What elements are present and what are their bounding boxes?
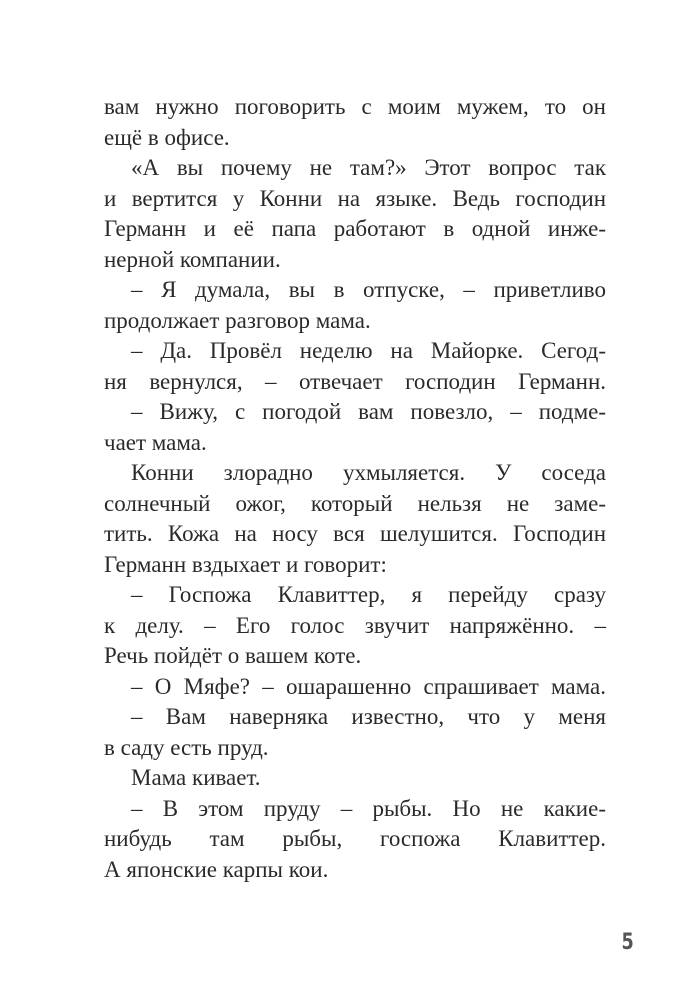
text-line: тить. Кожа на носу вся шелушится. Господин [104, 521, 606, 546]
text-line: Мама кивает. [131, 765, 261, 790]
text-line: – Я думала, вы в отпуске, – приветливо [131, 277, 606, 302]
text-line: Германн вздыхает и говорит: [104, 551, 387, 577]
text-line: ня вернулся, – отвечает господин Германн. [104, 368, 606, 394]
text-line: – Да. Провёл неделю на Майорке. Сегод- [131, 338, 606, 363]
text-line: «А вы почему не там?» Этот вопрос так [131, 155, 606, 180]
text-line: нерной компании. [104, 246, 281, 272]
text-line: ещё в офисе. [104, 124, 230, 150]
text-line: чает мама. [104, 429, 207, 455]
text-line: Речь пойдёт о вашем коте. [104, 643, 362, 668]
body-text [104, 92, 606, 885]
text-line: вам нужно поговорить с моим мужем, то он [104, 94, 606, 119]
text-line: – В этом пруду – рыбы. Но не какие- [131, 795, 606, 821]
text-line: А японские карпы кои. [104, 856, 329, 882]
text-line: к делу. – Его голос звучит напряжённо. – [104, 612, 606, 638]
text-line: Германн и её папа работают в одной инже- [104, 216, 606, 241]
page-number: 5 [621, 930, 634, 955]
text-line: продолжает разговор мама. [104, 307, 371, 333]
text-line: – Госпожа Клавиттер, я перейду сразу [131, 582, 606, 607]
text-line: нибудь там рыбы, госпожа Клавиттер. [104, 826, 606, 851]
text-line: – О Мяфе? – ошарашенно спрашивает мама. [131, 673, 606, 699]
text-line: – Вижу, с погодой вам повезло, – подме- [131, 399, 606, 424]
text-line: и вертится у Конни на языке. Ведь господин [104, 185, 606, 211]
text-line: солнечный ожог, который нельзя не заме- [104, 490, 606, 516]
text-line: Конни злорадно ухмыляется. У соседа [131, 460, 606, 485]
text-line: в саду есть пруд. [104, 734, 269, 760]
text-line: – Вам наверняка известно, что у меня [131, 704, 606, 729]
